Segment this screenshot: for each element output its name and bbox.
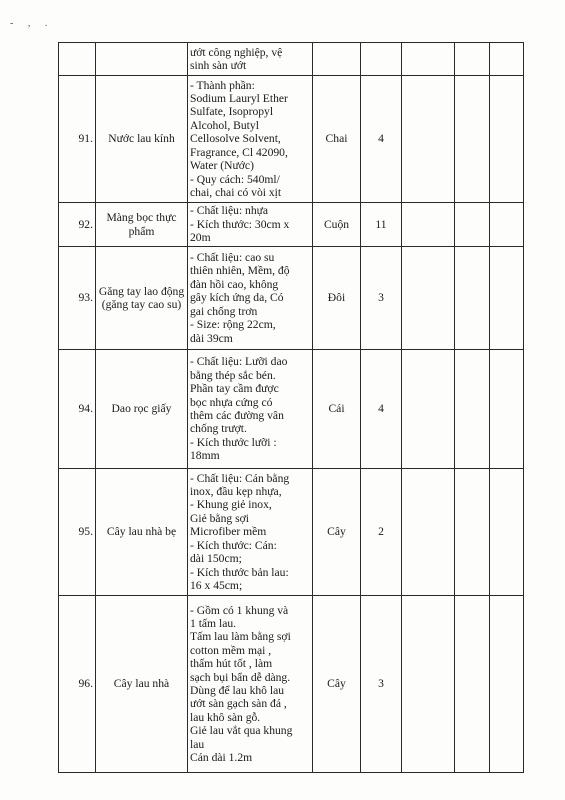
procurement-table xyxy=(58,42,524,773)
spec-line: Phần tay cầm được xyxy=(190,382,279,396)
table-row xyxy=(59,469,524,596)
empty-cell xyxy=(402,203,455,247)
spec-line: ướt công nghiệp, vệ xyxy=(190,45,283,59)
item-quantity: 3 xyxy=(361,596,402,773)
spec-line: Alcohol, Butyl xyxy=(190,118,259,132)
empty-cell xyxy=(490,350,524,469)
spec-line: - Gồm có 1 khung và xyxy=(190,603,289,617)
spec-line: Giẻ lau vắt qua khung xyxy=(190,724,293,738)
spec-line: thấm hút tốt , làm xyxy=(190,657,273,671)
spec-line: Cán dài 1.2m xyxy=(190,751,253,765)
spec-line: lau xyxy=(190,737,205,751)
spec-line: ướt sàn gạch sàn đá , xyxy=(190,697,287,711)
table-row xyxy=(59,596,524,773)
empty-cell xyxy=(490,76,524,203)
item-specification xyxy=(188,350,313,469)
item-name: Màng bọc thực phẩm xyxy=(96,203,188,247)
spec-line: - Kích thước bản lau: xyxy=(190,565,289,579)
spec-line: - Kích thước: 30cm x xyxy=(190,217,290,231)
table-row xyxy=(59,43,524,76)
empty-cell xyxy=(455,596,490,773)
spec-line: gai chống trơn xyxy=(190,304,258,318)
spec-line: thiên nhiên, Mềm, độ xyxy=(190,264,290,278)
scan-marks: - , . xyxy=(10,18,54,29)
spec-line: - Chất liệu: nhựa xyxy=(190,204,269,218)
spec-line: - Kích thước: Cán: xyxy=(190,538,277,552)
row-number: 95. xyxy=(59,469,96,596)
spec-line: sạch bụi bẩn dễ dàng. xyxy=(190,670,291,684)
empty-cell xyxy=(402,350,455,469)
spec-line: chống trượt. xyxy=(190,422,247,436)
table-row xyxy=(59,76,524,203)
empty-cell xyxy=(402,596,455,773)
spec-line: sinh sàn ướt xyxy=(190,59,247,72)
row-number: 93. xyxy=(59,247,96,350)
empty-cell xyxy=(455,350,490,469)
item-quantity: 4 xyxy=(361,76,402,203)
item-unit: Đôi xyxy=(313,247,361,350)
empty-cell xyxy=(490,203,524,247)
empty-cell xyxy=(402,469,455,596)
item-specification xyxy=(188,203,313,247)
spec-line: Giẻ bằng sợi xyxy=(190,511,249,525)
spec-line: Fragrance, Cl 42090, xyxy=(190,145,288,159)
item-quantity xyxy=(361,43,402,76)
spec-line: - Chất liệu: Lưỡi dao xyxy=(190,355,288,369)
row-number: 92. xyxy=(59,203,96,247)
spec-line: - Size: rộng 22cm, xyxy=(190,318,276,332)
item-quantity: 3 xyxy=(361,247,402,350)
spec-line: Sulfate, Isopropyl xyxy=(190,105,274,119)
spec-line: cotton mềm mại , xyxy=(190,643,272,657)
item-specification xyxy=(188,43,313,76)
spec-line: chai, chai có vòi xịt xyxy=(190,185,282,199)
item-name: Nước lau kính xyxy=(96,76,188,203)
item-unit xyxy=(313,43,361,76)
spec-line: Microfiber mềm xyxy=(190,525,267,539)
spec-line: Dùng để lau khô lau xyxy=(190,684,285,697)
spec-line: 16 x 45cm; xyxy=(190,578,243,592)
empty-cell xyxy=(490,469,524,596)
spec-line: - Kích thước lưỡi : xyxy=(190,435,277,449)
item-specification xyxy=(188,247,313,350)
spec-line: - Khung giẻ inox, xyxy=(190,498,272,512)
empty-cell xyxy=(402,247,455,350)
spec-line: Tấm lau làm bằng sợi xyxy=(190,630,291,644)
table-row xyxy=(59,203,524,247)
item-specification xyxy=(188,469,313,596)
item-name: Cây lau nhà xyxy=(96,596,188,773)
table-row xyxy=(59,247,524,350)
empty-cell xyxy=(402,76,455,203)
spec-line: thêm các đường vân xyxy=(190,409,284,422)
item-quantity: 4 xyxy=(361,350,402,469)
item-quantity: 11 xyxy=(361,203,402,247)
spec-line: dài 150cm; xyxy=(190,552,242,566)
item-name xyxy=(96,43,188,76)
empty-cell xyxy=(490,247,524,350)
row-number: 96. xyxy=(59,596,96,773)
item-unit: Cây xyxy=(313,469,361,596)
spec-line: Water (Nước) xyxy=(190,159,254,173)
item-quantity: 2 xyxy=(361,469,402,596)
spec-line: Cellosolve Solvent, xyxy=(190,132,281,146)
item-name: Găng tay lao động (găng tay cao su) xyxy=(96,247,188,350)
spec-line: - Thành phần: xyxy=(190,78,255,92)
spec-line: inox, đầu kẹp nhựa, xyxy=(190,485,282,499)
item-unit: Cuộn xyxy=(313,203,361,247)
spec-line: đàn hồi cao, không xyxy=(190,277,279,291)
spec-line: bọc nhựa cứng có xyxy=(190,395,273,409)
spec-line: - Chất liệu: cao su xyxy=(190,251,275,265)
spec-line: - Quy cách: 540ml/ xyxy=(190,172,280,186)
empty-cell xyxy=(455,469,490,596)
table-row xyxy=(59,350,524,469)
spec-line: 20m xyxy=(190,231,211,245)
item-unit: Chai xyxy=(313,76,361,203)
empty-cell xyxy=(455,203,490,247)
spec-line: Sodium Lauryl Ether xyxy=(190,92,288,106)
item-unit: Cái xyxy=(313,350,361,469)
row-number: 94. xyxy=(59,350,96,469)
item-name: Cây lau nhà bẹ xyxy=(96,469,188,596)
empty-cell xyxy=(455,43,490,76)
item-unit: Cây xyxy=(313,596,361,773)
spec-line: gây kích ứng da, Có xyxy=(190,291,284,305)
spec-line: lau khô sàn gỗ. xyxy=(190,710,261,724)
empty-cell xyxy=(490,43,524,76)
empty-cell xyxy=(402,43,455,76)
spec-line: 18mm xyxy=(190,449,220,463)
spec-line: - Chất liệu: Cán bằng xyxy=(190,471,290,485)
row-number: 91. xyxy=(59,76,96,203)
spec-line: bằng thép sắc bén. xyxy=(190,368,276,382)
item-specification xyxy=(188,596,313,773)
item-specification xyxy=(188,76,313,203)
empty-cell xyxy=(455,76,490,203)
spec-line: dài 39cm xyxy=(190,331,233,345)
item-name: Dao rọc giấy xyxy=(96,350,188,469)
empty-cell xyxy=(455,247,490,350)
empty-cell xyxy=(490,596,524,773)
row-number xyxy=(59,43,96,76)
spec-line: 1 tấm lau. xyxy=(190,616,237,630)
